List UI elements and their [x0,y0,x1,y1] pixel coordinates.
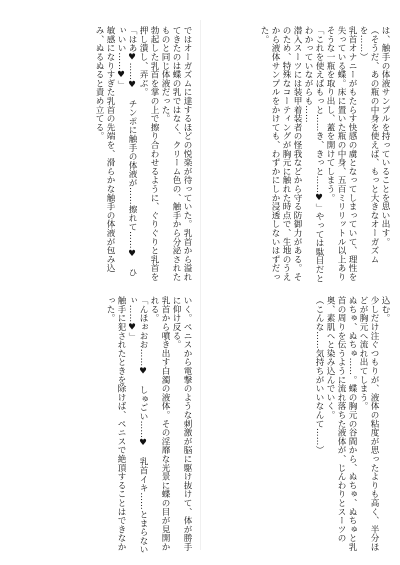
left-page-lower-text: いく。ペニスから電撃のような刺激が脳に駆け抜けて、体が勝手に仰け反る。 乳首から噴き出す白濁の液体。その淫靡な光景に蝶の目が見開かれる。 「んほぉおお……♥ しゅごい……♥ 乳首イキ……とまらないぃ……♥」 触手に犯されたときを除けば、ペニスで絶頂することはできなかった。 [105,296,192,554]
page-gutter [200,20,201,550]
left-page-upper-text: ではオーガズムに達するほどの悦楽が待っていた。乳首から溢れてきたのは蝶の乳ではなく、クリーム色の、触手から分泌されたものと同じ体液だった。 勃起した乳首を掌の上で擦り合わせるように、ぐりぐりと乳首を押し潰し、弄ぶ。 「はあ♥……♥ チンポに触手の体液が……擦れて……♥ ひぃいい……♥」 敏感になりすぎた乳首の先端を、滑らかな触手の体液が包み込み、ぬるぬると責め立てる。 [94,26,192,282]
right-page-upper-text: は、触手の体液サンプルを持っていることを思い出す。 （そうだ、あの瓶の中身を使えば、もっと大きなオーガズムを……） 乳首オナニーがもたらす快感の虜となってしまっていて、理性を失っている蝶。床に置いた瓶の中身、五百ミリリットル以上ありそうな一瓶を取り出し、蓋を開けてしまう。 「これを使えばもっと……き、きっと……♥」やっては駄目だとわかっていながらも…… 潜入スーツには装甲着装者の怪我などから守る防御力がある。そのため、特殊なコーティングが胸元に触れた時点で、生地のうえから液体サンプルをかけても、わずかにしか浸透しないはずだった。 [259,26,390,283]
right-page-lower-text: 込む。 少しだけ注ぐつもりが、液体の粘度が思ったよりも高く、半分ほどが胸元へ流れ出てしまう。 ぬちゅ、ぬちゅ……。蝶の胸元の谷間から、ぬちゅ、ぬちゅと乳首の周りを伝うように流れ落ちた液体が、じんわりとスーツの奥、素肌へと染み込んでいく。 （こんな……気持ちがいいなんて……） [314,296,390,552]
